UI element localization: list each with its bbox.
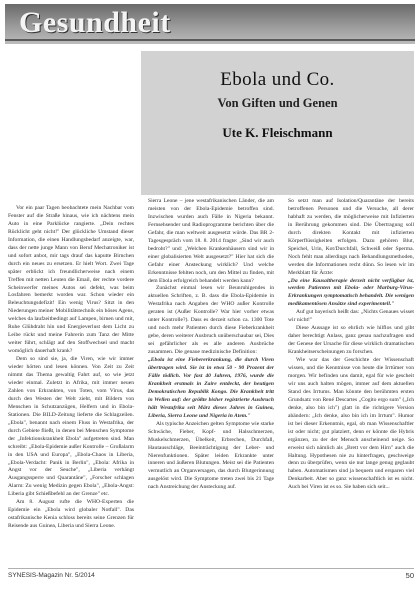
page-number: 50 — [405, 571, 414, 580]
article-subtitle: Von Giften und Genen — [217, 96, 338, 110]
body-paragraph: Auf gut bayerisch heißt das: „Nichts Genaues wisset wir nicht!" — [288, 309, 414, 324]
article-headline: Ebola und Co. — [220, 69, 335, 90]
body-paragraph: Diese Aussage ist so ehrlich wie hilflos und gibt daher berechtigt Anlass, ganz genau nachzufragen und der Genese der Ursache für diese wirklich dramatischen Krankheitserscheinungen zu forschen. — [288, 325, 414, 356]
body-paragraph: Vor ein paar Tagen beobachtete mein Nachbar vom Fenster auf die Straße hinaus, wie ich nächtens mein Auto in eine Parklücke rangierte. „Dein rechtes Rücklicht geht nicht!" Der glückliche Umstand dieser Information, die einen Handlungsbedarf anzeigte, war, dass der nette junge Mann von Beruf Mechatroniker ist und sofort anbot, mir tags drauf das kaputte Birnchen durch ein neues zu ersetzen. Er hielt Wort. Zwei Tage später erblickt ich freundlicherweise nach einem Treffen mit netten Leuten die Email, der rechte vordere Scheinwerfer meines Autos sei defekt, was beim Losfahren bemerkt worden war. Schon wieder ein Beleuchtungsdefizit! Ein wenig Virus? Sitzt in den Niederungen meiner Mobilitätstechnik ein böses Agens, welches da laufzeitbedingt auf Lampen, birnen und mit, Ruhe Glühdraht hin und Energieverlust dem Licht zu Leibe rückt und meine Fahrerin zum Tanz der Mitte weiter führt, schlägt auf den Stoffwechsel und macht womöglich dauerhaft krank? — [8, 205, 134, 355]
body-paragraph: Wie war das der Geschichte der Wissenschaft wissen, und die Kenntnisse von heute die Irrtümer von morgen. Wir befinden uns damit, egal für wie gescheit wir uns auch halten mögen, immer auf dem aktuellen Stand des Irrtums. Man könnte den berühmten ersten Grundsatz von René Descartes „Cogito ergo sum" („Ich denke, also bin ich") glatt in die richtigere Version abändern: „Ich denke, also bin ich im Irrtum". Humor ist bei dieser Erkenntnis, egal, ob man Wissenschaftler ist oder nicht; gut platziert, denn er könnte die Hybris ergänzen, zu der der Mensch anscheinend neige. So erweist sich nämlich als „Brett vor dem Hirn" auch die Haltung. Hypothesen nie zu hinterfragen, geschweige denn zu überprüfen, wenn sie nur lange genug geglaubt haben. Automatismen sind ja bequem und ersparen viel Denkarbeit. Aber so ganz wissenschaftlich ist es nicht. Auch bei Viren ist es so. Sie haben sich seit... — [288, 357, 414, 491]
article-author: Ute K. Fleischmann — [222, 125, 333, 140]
highlighted-quote: „Ebola ist eine Fiebererkrankung, die durch Viren übertragen wird. Sie ist in etwa 50 - 90 Prozent der Fälle tödlich. Vor fast 40 Jahren, 1976, wurde die Krankheit erstmals in Zaire entdeckt, der heutigen Demokratischen Republik Kongo. Die Krankheit tritt in Wellen auf: der größte bisher registrierte Ausbruch hält Westafrika seit März dieses Jahres in Guinea, Liberia, Sierra Leone und Nigeria in Atem." — [148, 357, 274, 419]
body-paragraph: Sierra Leone – jene westafrikanischen Länder, die am meisten von der Ebola-Epidemie betroffen sind. Inzwischen wurden auch Fälle in Nigeria bekannt. Fernsehsender und Radioprogramme berichten über die Gefahr, die man weltweit ausgesetzt würde. Das BR 2-Tagesgespräch vom 18. 8. 2014 fragte: „Sind wir auch bedroht?" und: „Welchen Krankenhäusern sind wir in einer globalisierten Welt ausgesetzt?" Hier hat sich die Gefahr einer Ansteckung wirklich? Und welche Erkenntnisse fehlten noch, um den Mittel zu finden, mit dem Ebola erfolgreich behandelt werden kann? — [148, 198, 274, 284]
text-column-1 — [8, 205, 134, 567]
body-paragraph: Als typische Anzeichen gelten Symptome wie starke Schwäche, Fieber, Kopf- und Halsschmerzen, Muskelschmerzen, Übelkeit, Erbrechen, Durchfall, Hautausschläge, Beeinträchtigung der Leber- und Nierenfunktionen. Später leiden Erkrankte unter inneren und äußeren Blutungen. Meist sei die Patienten vermutlich an Organversagen, das durch Blutgerinnung ausgelöst wird. Die Symptome treten zwei bis 21 Tage nach Anstreichung der Ansteckung auf. — [148, 420, 274, 491]
section-title: Gesundheit — [19, 6, 171, 39]
text-column-3 — [288, 198, 414, 567]
highlighted-quote: „Da eine Kausaltherapie derzeit nicht verfügbar ist, werden Patienten mit Ebola- oder Marburg-Virus-Erkrankungen symptomatisch behandelt. Die wenigen medikamentösen Ansätze sind experimentell." — [288, 277, 414, 308]
body-paragraph: So setzt man auf Isolation/Quarantäne der bereits betroffenen Personen und die Versuche, all derer habhaft zu werden, die möglicherweise mit Infizierten in Berührung gekommen sind. Die Übertragung soll durch direkten Kontakt mit infizierten Körperflüssigkeiten erfolgen. Dazu gehören Blut, Speichel, Urin, Kot/Durchfall, Schweiß oder Sperma. Noch fehlt man allerdings nach Behandlungsmethoden, werden die Informationen recht dünn. So lesen wir im Merkblatt für Ärzte: — [288, 198, 414, 276]
body-paragraph: Am 8. August rufte die WHO-Experten die Epidemie ein „Ebola wird globaler Notfall". Das ostafrikanische Kenia schloss bereits seine Grenzen für Reisende aus Guinea, Liberia und Sierra Leone. — [8, 499, 134, 530]
body-paragraph: Zunächst einmal lesen wir Beunruhigendes in aktuellen Schriften, z. B. dass die Ebola-Epidemie in Westafrika nach Angaben der WHO außer Kontrolle geraten ist (Außer Kontrolle? War hier vorher etwas unter Kontrolle?). Dass es derzeit schon ca. 1300 Tote und noch mehr Patienten durch diese Fieberkrankheit gebe, deren weiterer Ausbruch unüberschaubar sei, Dies sei gefährlicher als es alle anderen Ausbrüche zusammen. Die genaue medizinische Definition: — [148, 285, 274, 356]
footer-divider — [8, 568, 414, 569]
section-header-band — [5, 4, 415, 44]
header-divider — [5, 39, 415, 41]
article-title-box — [141, 51, 414, 195]
magazine-issue-label: SYNESIS-Magazin Nr. 5/2014 — [8, 572, 95, 579]
body-paragraph: Dem so sind sie, ja, die Viren, wie wir immer wieder hörten und lesen können. Von Zeit zu Zeit nimmt das Thema gewaltig Fahrt auf, so wie jetzt wieder einmal. Zuletzt in Afrika, mit immer neuen Zahlen von Erkrankten, von Toten, vom Virus, das durch den Westen der Welt zieht, mit Bildern von Menschen in Schutzanzügen, Helfern und in Ebola-Stationen. Die BILD-Zeitung lieferte die Schlagzeilen. „Ebola", benannt nach einem Fluss in Westafrika, der durch Gebiete fließt, in denen bei Menschen Symptome der „Infektionskrankheit Ebola" aufgetreten sind. Man schreibt: „Ebola-Epidemie außer Kontrolle – Großalarm in den USA und Europa", „Ebola-Chaos in Liberia, „Ebola-Verdacht: Panik in Berlin", „Ebola: Afrika in Angst vor der Seuche", „Liberia verhängt Ausgangssperre und Quarantäne", „Forscher schlagen Alarm: Zu wenig Medizin gegen Ebola", „Ebola-Angst: Liberia gibt Schießbefehl an der Grenze" etc. — [8, 356, 134, 498]
text-column-2 — [148, 198, 274, 567]
